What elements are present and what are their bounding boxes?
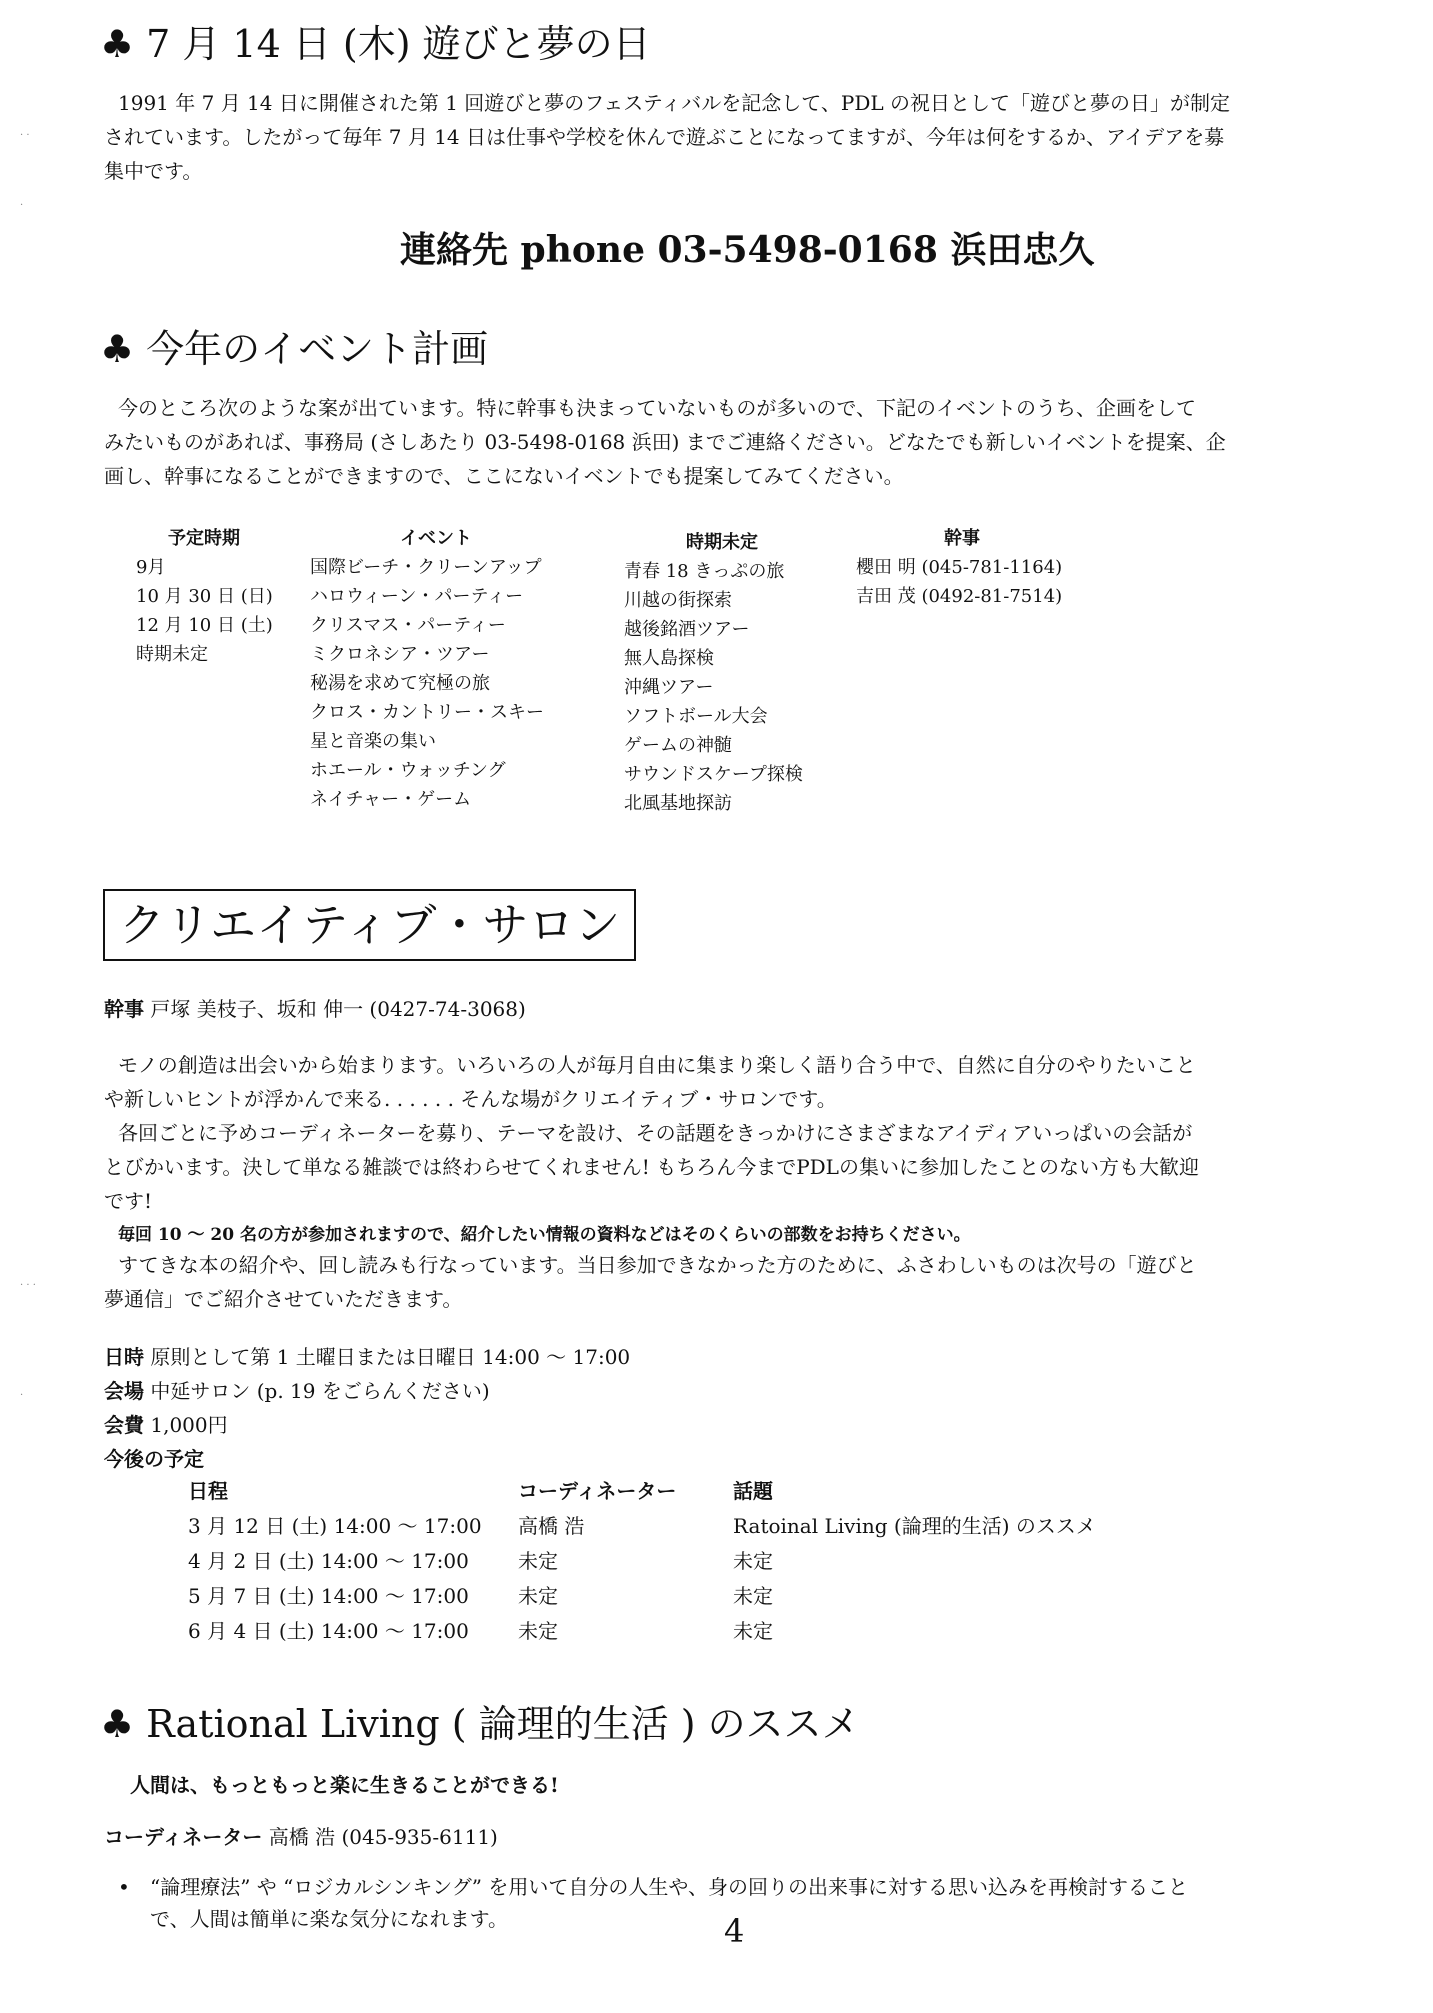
event-cell: クリスマス・パーティー	[310, 615, 506, 636]
column-header: 幹事	[944, 528, 980, 549]
schedule-topic: 未定	[733, 1619, 773, 1643]
column-header: イベント	[400, 528, 472, 549]
column-header: 予定時期	[168, 528, 240, 549]
event-cell: ネイチャー・ゲーム	[310, 789, 472, 810]
paragraph-line: 各回ごとに予めコーディネーターを募り、テーマを設け、その話題をきっかけにさまざまなアイディアいっぱいの会話が	[118, 1121, 1193, 1145]
contact-line: 連絡先 phone 03-5498-0168 浜田忠久	[400, 229, 1095, 271]
schedule-row	[188, 1544, 1188, 1579]
scan-specks: ·	[20, 1390, 24, 1401]
schedule-date: 6 月 4 日 (土) 14:00 〜 17:00	[188, 1619, 469, 1643]
fee-label: 会費	[104, 1413, 144, 1437]
paragraph-line: 画し、幹事になることができますので、ここにないイベントでも提案してみてください。	[104, 464, 904, 488]
schedule-coord: 未定	[518, 1549, 558, 1573]
period-cell: 12 月 10 日 (土)	[136, 615, 273, 636]
paragraph-line: です!	[104, 1189, 153, 1213]
paragraph-line: みたいものがあれば、事務局 (さしあたり 03-5498-0168 浜田) までご連絡ください。どなたでも新しいイベントを提案、企	[104, 430, 1226, 454]
page-number: 4	[724, 1912, 745, 1950]
section-heading: ♣ 7 月 14 日 (木) 遊びと夢の日	[100, 22, 651, 66]
schedule-coord: 高橋 浩	[518, 1514, 585, 1538]
event-cell: 秘湯を求めて究極の旅	[310, 673, 490, 694]
undecided-cell: ゲームの神髄	[624, 735, 732, 756]
schedule-row	[188, 1614, 1188, 1649]
undecided-cell: サウンドスケープ探検	[624, 764, 803, 785]
organizer-text: 戸塚 美枝子、坂和 伸一 (0427-74-3068)	[144, 997, 526, 1021]
time-text: 原則として第 1 土曜日または日曜日 14:00 〜 17:00	[144, 1345, 631, 1369]
paragraph-line: や新しいヒントが浮かんで来る. . . . . . そんな場がクリエイティブ・サロンです。	[104, 1087, 837, 1111]
bullet-line: で、人間は簡単に楽な気分になれます。	[150, 1907, 508, 1931]
event-cell: ハロウィーン・パーティー	[310, 586, 524, 607]
event-cell: クロス・カントリー・スキー	[310, 702, 544, 723]
column-header: 時期未定	[686, 532, 758, 553]
fee-line	[104, 1410, 228, 1440]
paragraph-line: とびかいます。決して単なる雑談では終わらせてくれません! もちろん今までPDLの集いに参加したことのない方も大歓迎	[104, 1155, 1199, 1179]
period-cell: 10 月 30 日 (日)	[136, 586, 273, 607]
plan-label: 今後の予定	[104, 1447, 204, 1471]
coordinator-line	[104, 1822, 498, 1852]
scan-specks: · ·	[20, 130, 30, 141]
venue-label: 会場	[104, 1379, 144, 1403]
schedule-table	[188, 1474, 1188, 1649]
schedule-topic: 未定	[733, 1549, 773, 1573]
bullet-line: “論理療法” や “ロジカルシンキング” を用いて自分の人生や、身の回りの出来事に対する思い込みを再検討すること	[150, 1875, 1188, 1899]
organizer-column	[856, 524, 1116, 611]
organizer-cell: 吉田 茂 (0492-81-7514)	[856, 586, 1063, 607]
organizer-cell: 櫻田 明 (045-781-1164)	[856, 557, 1063, 578]
club-icon: ♣	[100, 22, 135, 66]
paragraph-line: 今のところ次のような案が出ています。特に幹事も決まっていないものが多いので、下記のイベントのうち、企画をして	[118, 396, 1196, 420]
section-heading: ♣ 今年のイベント計画	[100, 327, 489, 371]
tagline: 人間は、もっともっと楽に生きることができる!	[130, 1773, 559, 1797]
undecided-cell: 無人島探検	[624, 648, 714, 669]
schedule-date: 5 月 7 日 (土) 14:00 〜 17:00	[188, 1584, 469, 1608]
undecided-cell: 北風基地探訪	[624, 793, 732, 814]
undecided-column	[624, 528, 844, 818]
club-icon: ♣	[100, 327, 135, 371]
fee-text: 1,000円	[144, 1413, 228, 1437]
period-column	[136, 524, 296, 669]
undecided-cell: ソフトボール大会	[624, 706, 768, 727]
venue-text: 中延サロン (p. 19 をごらんください)	[144, 1379, 490, 1403]
schedule-header-coord: コーディネーター	[518, 1479, 677, 1503]
paragraph-line: モノの創造は出会いから始まります。いろいろの人が毎月自由に集まり楽しく語り合う中で、自然に自分のやりたいこと	[118, 1053, 1196, 1077]
organizer-label: 幹事	[104, 997, 144, 1021]
undecided-cell: 川越の街探索	[624, 590, 732, 611]
schedule-date: 3 月 12 日 (土) 14:00 〜 17:00	[188, 1514, 482, 1538]
paragraph-line: 集中です。	[104, 159, 203, 183]
venue-line	[104, 1376, 490, 1406]
event-cell: ミクロネシア・ツアー	[310, 644, 490, 665]
schedule-topic: 未定	[733, 1584, 773, 1608]
section-title-box: クリエイティブ・サロン	[103, 889, 636, 961]
time-line	[104, 1342, 630, 1372]
schedule-coord: 未定	[518, 1584, 558, 1608]
paragraph-line: 1991 年 7 月 14 日に開催された第 1 回遊びと夢のフェスティバルを記念して、PDL の祝日として「遊びと夢の日」が制定	[118, 91, 1231, 115]
period-cell: 9月	[136, 557, 166, 578]
event-column	[310, 524, 610, 814]
schedule-coord: 未定	[518, 1619, 558, 1643]
coordinator-text: 高橋 浩 (045-935-6111)	[262, 1825, 498, 1849]
paragraph-line: 夢通信」でご紹介させていただきます。	[104, 1287, 463, 1311]
schedule-header	[188, 1474, 1188, 1509]
undecided-cell: 青春 18 きっぷの旅	[624, 561, 785, 582]
event-cell: ホエール・ウォッチング	[310, 760, 506, 781]
section-heading: ♣ Rational Living ( 論理的生活 ) のススメ	[100, 1702, 860, 1746]
time-label: 日時	[104, 1345, 144, 1369]
undecided-cell: 沖縄ツアー	[624, 677, 714, 698]
schedule-header-topic: 話題	[733, 1479, 773, 1503]
event-cell: 国際ビーチ・クリーンアップ	[310, 557, 542, 578]
scan-specks: ·	[20, 200, 24, 211]
event-cell: 星と音楽の集い	[310, 731, 436, 752]
period-cell: 時期未定	[136, 644, 208, 665]
schedule-row	[188, 1509, 1188, 1544]
schedule-date: 4 月 2 日 (土) 14:00 〜 17:00	[188, 1549, 469, 1573]
schedule-topic: Ratoinal Living (論理的生活) のススメ	[733, 1514, 1096, 1538]
paragraph-line: 毎回 10 〜 20 名の方が参加されますので、紹介したい情報の資料などはそのくらいの部数をお持ちください。	[118, 1225, 971, 1245]
schedule-row	[188, 1579, 1188, 1614]
schedule-header-date: 日程	[188, 1479, 228, 1503]
coordinator-label: コーディネーター	[104, 1825, 263, 1849]
paragraph-line: されています。したがって毎年 7 月 14 日は仕事や学校を休んで遊ぶことになってますが、今年は何をするか、アイデアを募	[104, 125, 1225, 149]
club-icon: ♣	[100, 1702, 135, 1746]
organizer-line	[104, 994, 526, 1024]
bullet-dot-icon: •	[118, 1875, 130, 1899]
undecided-cell: 越後銘酒ツアー	[624, 619, 750, 640]
scan-specks: · · ·	[20, 1280, 36, 1291]
paragraph-line: すてきな本の紹介や、回し読みも行なっています。当日参加できなかった方のために、ふさわしいものは次号の「遊びと	[118, 1253, 1197, 1277]
